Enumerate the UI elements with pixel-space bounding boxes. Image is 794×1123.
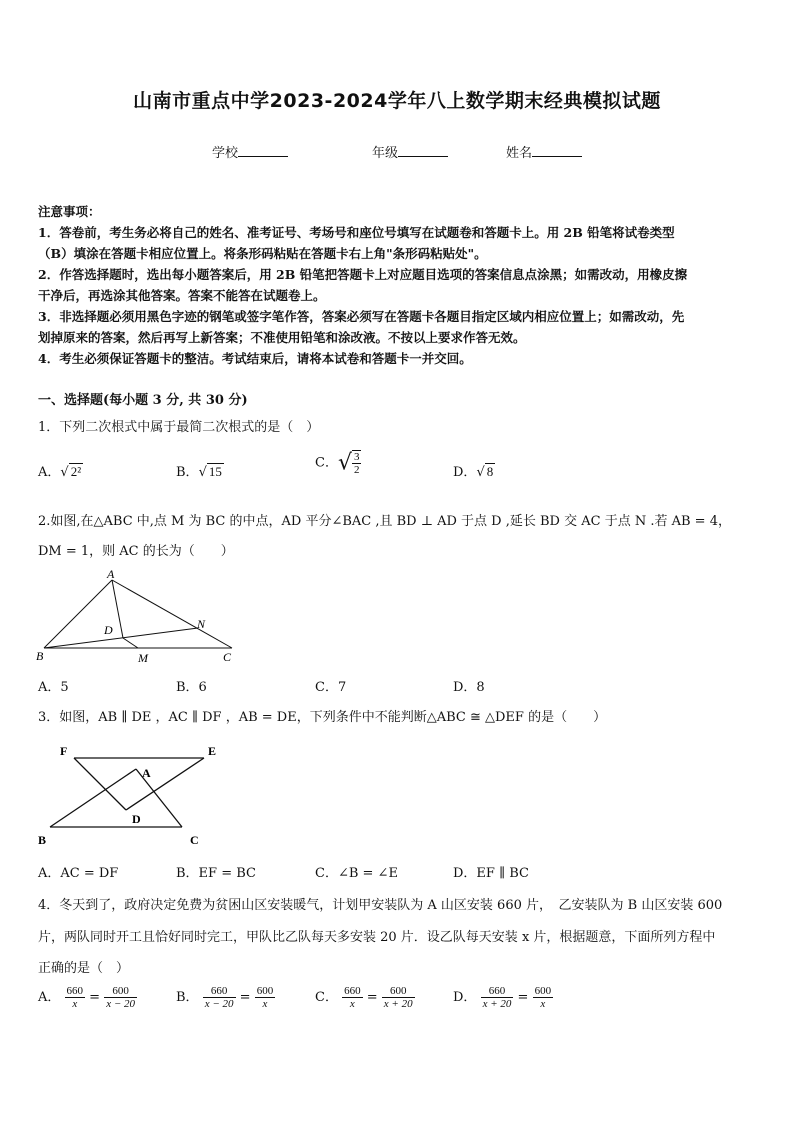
q4-stem-line2: 片，两队同时开工且恰好同时完工，甲队比乙队每天多安装 20 片．设乙队每天安装 x 片，根据题意，下面所列方程中 — [38, 930, 716, 945]
label-n: N — [197, 617, 206, 631]
note-line: 4．考生必须保证答题卡的整洁。考试结束后，请将本试卷和答题卡一并交回。 — [38, 351, 472, 366]
page-title: 山南市重点中学2023-2024学年八上数学期末经典模拟试题 — [133, 90, 661, 112]
label-d: D — [104, 623, 113, 637]
q3-option-c[interactable]: C．∠B = ∠E — [315, 866, 398, 881]
segment-ed — [126, 758, 204, 810]
note-line: 3．非选择题必须用黑色字迹的钢笔或签字笔作答，答案必须写在答题卡各题目指定区域内相应位置上；如需改动，先 — [38, 309, 685, 324]
label-a: A — [107, 567, 115, 581]
section-heading: 一、选择题(每小题 3 分, 共 30 分) — [38, 393, 248, 408]
label-c: C — [190, 833, 199, 847]
q1-option-b[interactable]: B．√ 15 — [176, 464, 222, 480]
label-b: B — [36, 649, 44, 663]
q3-figure — [30, 738, 230, 850]
note-line: 划掉原来的答案，然后再写上新答案；不准使用铅笔和涂改液。不按以上要求作答无效。 — [38, 330, 526, 345]
q2-option-d[interactable]: D．8 — [453, 680, 485, 695]
grade-blank[interactable] — [398, 144, 448, 157]
name-field — [506, 142, 582, 161]
name-label: 姓名 — [506, 146, 533, 161]
label-m: M — [138, 651, 148, 665]
q2-option-a[interactable]: A．5 — [38, 680, 69, 695]
note-line: 1．答卷前，考生务必将自己的姓名、准考证号、考场号和座位号填写在试题卷和答题卡上。用 2B 铅笔将试卷类型 — [38, 225, 675, 240]
q2-option-c[interactable]: C．7 — [315, 680, 347, 695]
q2-option-b[interactable]: B．6 — [176, 680, 207, 695]
grade-field — [372, 142, 448, 161]
school-label: 学校 — [212, 146, 239, 161]
label-d: D — [132, 812, 141, 826]
q4-option-c[interactable]: C． $\frac{660}{x}$ = $\frac{600}{x + 20}$ — [315, 985, 413, 1010]
q1-option-c[interactable]: C．√ $\frac{3}{2}$ — [315, 450, 360, 476]
q2-figure — [30, 564, 245, 668]
note-line: 干净后，再选涂其他答案。答案不能答在试题卷上。 — [38, 288, 326, 303]
q4-stem-line1: 4．冬天到了，政府决定免费为贫困山区安装暖气，计划甲安装队为 A 山区安装 660 片， 乙安装队为 B 山区安装 600 — [38, 898, 723, 913]
notes-heading: 注意事项： — [38, 204, 101, 219]
label-e: E — [208, 744, 217, 758]
q1-stem: 1．下列二次根式中属于最简二次根式的是（ ） — [38, 420, 320, 435]
segment-dm — [123, 638, 138, 648]
name-blank[interactable] — [532, 144, 582, 157]
q2-stem-line1: 2.如图,在△ABC 中,点 M 为 BC 的中点，AD 平分∠BAC ,且 BD ⊥ AD 于点 D ,延长 BD 交 AC 于点 N .若 AB = 4， — [38, 514, 731, 529]
note-line: 2．作答选择题时，选出每小题答案后，用 2B 铅笔把答题卡上对应题目选项的答案信息点涂黑；如需改动，用橡皮擦 — [38, 267, 688, 282]
school-blank[interactable] — [238, 144, 288, 157]
q3-stem: 3．如图，AB ∥ DE ，AC ∥ DF ，AB = DE，下列条件中不能判断△ABC ≅ △DEF 的是（ ） — [38, 710, 607, 725]
grade-label: 年级 — [372, 146, 399, 161]
segment-bn — [44, 628, 198, 648]
label-c: C — [223, 650, 232, 664]
q3-option-a[interactable]: A．AC = DF — [38, 866, 119, 881]
q3-option-d[interactable]: D．EF ∥ BC — [453, 866, 529, 881]
q4-stem-line3: 正确的是（ ） — [38, 961, 130, 976]
note-line: （B）填涂在答题卡相应位置上。将条形码粘贴在答题卡右上角"条形码粘贴处"。 — [38, 246, 487, 261]
q4-option-a[interactable]: A． $\frac{660}{x}$ = $\frac{600}{x - 20}$ — [38, 985, 136, 1010]
q3-option-b[interactable]: B．EF = BC — [176, 866, 256, 881]
segment-ac — [112, 580, 232, 648]
segment-ad — [112, 580, 123, 638]
q4-option-d[interactable]: D． $\frac{660}{x + 20}$ = $\frac{600}{x}$ — [453, 985, 552, 1010]
q1-option-a[interactable]: A．√ 2² — [38, 464, 82, 480]
q4-option-b[interactable]: B． $\frac{660}{x - 20}$ = $\frac{600}{x}$ — [176, 985, 274, 1010]
label-a: A — [142, 766, 151, 780]
segment-ab — [44, 580, 112, 648]
segment-fd — [74, 758, 126, 810]
school-field — [212, 142, 288, 161]
notes-block — [38, 201, 687, 369]
q1-option-d[interactable]: D．√ 8 — [453, 464, 494, 480]
label-f: F — [60, 744, 68, 758]
label-b: B — [38, 833, 47, 847]
q2-stem-line2: DM = 1，则 AC 的长为（ ） — [38, 544, 234, 559]
